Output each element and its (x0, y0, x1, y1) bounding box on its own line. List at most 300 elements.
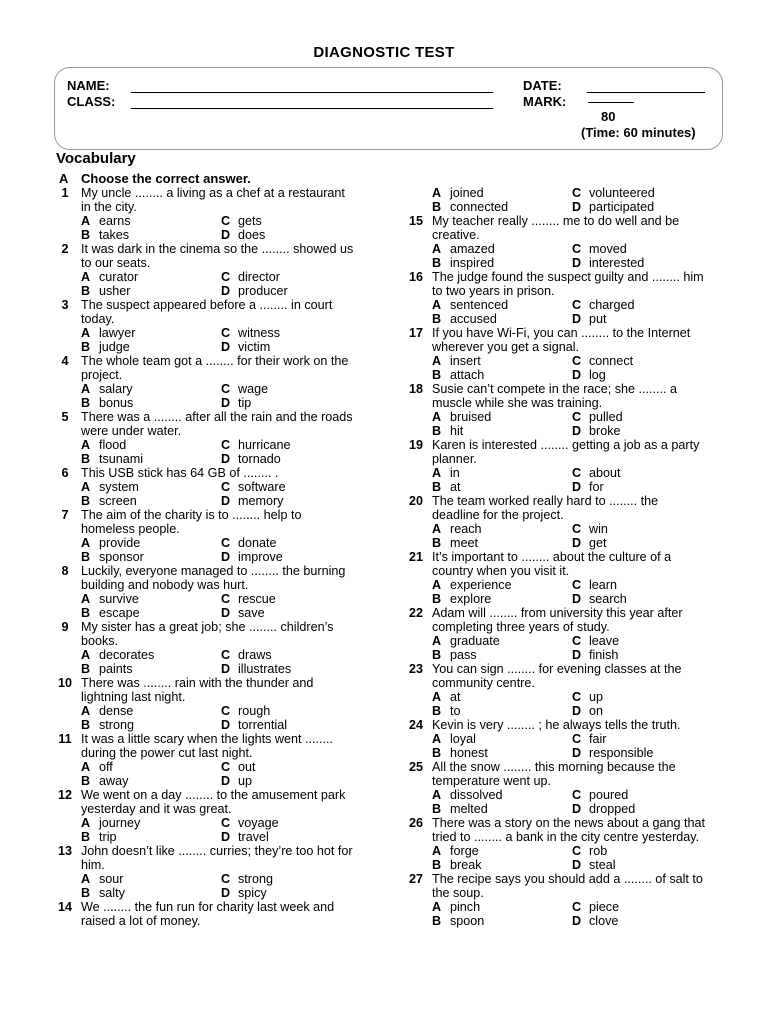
question-line: This USB stick has 64 GB of ........ . (81, 466, 279, 480)
option-text[interactable]: pulled (589, 410, 623, 424)
question-line: The suspect appeared before a ........ in court (81, 298, 333, 312)
option-text[interactable]: memory (238, 494, 284, 508)
option-text[interactable]: sentenced (450, 298, 509, 312)
option-text[interactable]: witness (238, 326, 280, 340)
question-line: project. (81, 368, 123, 382)
option-row (54, 816, 394, 830)
question (405, 494, 745, 522)
question-number: 12 (57, 788, 72, 802)
option-text[interactable]: graduate (450, 634, 500, 648)
option-row (405, 690, 745, 704)
option-text[interactable]: director (238, 270, 280, 284)
question-line: tried to ........ a bank in the city centre yesterday. (432, 830, 700, 844)
option-text[interactable]: spoon (450, 914, 485, 928)
question-number: 22 (408, 606, 423, 620)
question (405, 214, 745, 242)
question-line: We went on a day ........ to the amusement park (81, 788, 346, 802)
option-row (54, 606, 394, 620)
option-row (54, 886, 394, 900)
question (54, 466, 394, 480)
option-text[interactable]: connect (589, 354, 634, 368)
option-text[interactable]: bruised (450, 410, 492, 424)
option-row (405, 354, 745, 368)
option-text[interactable]: for (589, 480, 604, 494)
option-letter: D (572, 200, 582, 214)
question-line: Adam will ........ from university this year after (432, 606, 683, 620)
option-text[interactable]: put (589, 312, 607, 326)
option-text[interactable]: dense (99, 704, 134, 718)
question-line: The judge found the suspect guilty and ........ him (432, 270, 704, 284)
option-row (54, 438, 394, 452)
question-line: were under water. (81, 424, 182, 438)
option-text[interactable]: at (450, 480, 461, 494)
option-letter: B (81, 396, 91, 410)
question-number: 3 (61, 298, 69, 312)
option-text[interactable]: decorates (99, 648, 155, 662)
question-line: You can sign ........ for evening classes at the (432, 662, 682, 676)
option-letter: D (221, 550, 231, 564)
option-text[interactable]: fair (589, 732, 607, 746)
option-text[interactable]: rough (238, 704, 271, 718)
option-text[interactable]: dropped (589, 802, 636, 816)
question-line: during the power cut last night. (81, 746, 253, 760)
option-text[interactable]: up (589, 690, 604, 704)
question-line: Susie can’t compete in the race; she ........ a (432, 382, 678, 396)
question-line: the soup. (432, 886, 484, 900)
option-letter: C (572, 522, 582, 536)
option-letter: A (432, 242, 442, 256)
question-number: 27 (408, 872, 423, 886)
option-text[interactable]: broke (589, 424, 621, 438)
option-text[interactable]: tsunami (99, 452, 144, 466)
option-letter: B (432, 592, 442, 606)
question-line: him. (81, 858, 105, 872)
option-text[interactable]: tip (238, 396, 252, 410)
option-text[interactable]: log (589, 368, 606, 382)
option-text[interactable]: strong (238, 872, 274, 886)
option-text[interactable]: escape (99, 606, 140, 620)
option-letter: C (572, 900, 582, 914)
option-letter: B (432, 802, 442, 816)
question-line: It was dark in the cinema so the ........ showed us (81, 242, 354, 256)
option-letter: A (432, 788, 442, 802)
option-text[interactable]: curator (99, 270, 139, 284)
option-row (54, 550, 394, 564)
question-line: My sister has a great job; she ........ children’s (81, 620, 334, 634)
question (54, 900, 394, 928)
option-letter: A (81, 760, 91, 774)
question-number: 18 (408, 382, 423, 396)
option-text[interactable]: sour (99, 872, 124, 886)
question-line: planner. (432, 452, 477, 466)
option-letter: D (221, 718, 231, 732)
option-text[interactable]: provide (99, 536, 141, 550)
option-text[interactable]: wage (238, 382, 269, 396)
option-text[interactable]: get (589, 536, 607, 550)
option-text[interactable]: journey (99, 816, 141, 830)
option-letter: B (81, 886, 91, 900)
question-line: to two years in prison. (432, 284, 555, 298)
option-text[interactable]: gets (238, 214, 262, 228)
option-text[interactable]: volunteered (589, 186, 655, 200)
option-letter: C (221, 480, 231, 494)
date-field-line[interactable] (587, 92, 705, 93)
question (405, 662, 745, 690)
question-line: in the city. (81, 200, 137, 214)
question-text (432, 270, 745, 298)
option-letter: B (81, 662, 91, 676)
option-text[interactable]: joined (450, 186, 484, 200)
class-field-line[interactable] (131, 108, 493, 109)
question-line: community centre. (432, 676, 535, 690)
option-letter: D (221, 886, 231, 900)
question (54, 298, 394, 326)
option-text[interactable]: save (238, 606, 265, 620)
option-text[interactable]: does (238, 228, 266, 242)
question-line: Karen is interested ........ getting a job as a party (432, 438, 700, 452)
option-row (54, 830, 394, 844)
question-line: today. (81, 312, 115, 326)
option-row (54, 326, 394, 340)
option-text[interactable]: earns (99, 214, 131, 228)
option-row (54, 872, 394, 886)
option-text[interactable]: moved (589, 242, 627, 256)
option-text[interactable]: meet (450, 536, 478, 550)
question-text (81, 900, 394, 928)
option-letter: C (221, 704, 231, 718)
date-label: DATE: (523, 78, 562, 93)
option-letter: A (432, 186, 442, 200)
option-row (54, 774, 394, 788)
option-text[interactable]: salary (99, 382, 133, 396)
question-number: 2 (61, 242, 69, 256)
option-row (405, 578, 745, 592)
question-line: completing three years of study. (432, 620, 610, 634)
option-letter: B (81, 550, 91, 564)
option-text[interactable]: interested (589, 256, 645, 270)
option-letter: A (81, 382, 91, 396)
question-line: Kevin is very ........ ; he always tells the truth. (432, 718, 681, 732)
question-number: 4 (61, 354, 69, 368)
question-text (81, 298, 394, 326)
right-question-column (405, 186, 745, 928)
option-text[interactable]: usher (99, 284, 131, 298)
question-line: creative. (432, 228, 480, 242)
option-letter: A (432, 298, 442, 312)
option-letter: A (81, 480, 91, 494)
option-text[interactable]: reach (450, 522, 482, 536)
option-text[interactable]: trip (99, 830, 117, 844)
option-row (54, 536, 394, 550)
question-line: All the snow ........ this morning because the (432, 760, 676, 774)
option-text[interactable]: hit (450, 424, 464, 438)
option-letter: D (572, 480, 582, 494)
option-text[interactable]: learn (589, 578, 618, 592)
option-letter: C (221, 382, 231, 396)
option-text[interactable]: charged (589, 298, 635, 312)
option-letter: C (572, 788, 582, 802)
option-row (405, 536, 745, 550)
question-line: The whole team got a ........ for their work on the (81, 354, 349, 368)
option-text[interactable]: takes (99, 228, 130, 242)
question-text (432, 816, 745, 844)
option-text[interactable]: win (589, 522, 608, 536)
question-text (81, 186, 394, 214)
question-text (81, 676, 394, 704)
option-letter: A (432, 900, 442, 914)
option-text[interactable]: draws (238, 648, 272, 662)
question (54, 788, 394, 816)
option-row (405, 648, 745, 662)
question (54, 354, 394, 382)
option-letter: D (221, 662, 231, 676)
option-letter: D (221, 830, 231, 844)
option-text[interactable]: break (450, 858, 482, 872)
option-letter: D (572, 704, 582, 718)
question-number: 16 (408, 270, 423, 284)
option-text[interactable]: steal (589, 858, 616, 872)
question (405, 326, 745, 354)
question-line: homeless people. (81, 522, 180, 536)
option-text[interactable]: producer (238, 284, 288, 298)
option-text[interactable]: bonus (99, 396, 134, 410)
option-text[interactable]: amazed (450, 242, 495, 256)
option-text[interactable]: flood (99, 438, 127, 452)
option-row (405, 900, 745, 914)
option-text[interactable]: accused (450, 312, 497, 326)
task-letter: A (59, 171, 69, 186)
option-text[interactable]: leave (589, 634, 620, 648)
option-text[interactable]: pinch (450, 900, 481, 914)
option-text[interactable]: finish (589, 648, 619, 662)
section-heading: Vocabulary (56, 150, 136, 167)
option-text[interactable]: salty (99, 886, 125, 900)
option-letter: A (81, 438, 91, 452)
question-line: yesterday and it was great. (81, 802, 232, 816)
question (405, 816, 745, 844)
option-text[interactable]: up (238, 774, 253, 788)
question-text (81, 354, 394, 382)
option-text[interactable]: about (589, 466, 621, 480)
option-text[interactable]: illustrates (238, 662, 292, 676)
option-row (405, 858, 745, 872)
option-text[interactable]: forge (450, 844, 479, 858)
question-text (81, 242, 394, 270)
option-text[interactable]: judge (99, 340, 130, 354)
option-letter: C (572, 354, 582, 368)
question (54, 676, 394, 704)
question-number: 24 (408, 718, 423, 732)
question-number: 21 (408, 550, 423, 564)
option-letter: A (432, 522, 442, 536)
option-text[interactable]: insert (450, 354, 481, 368)
option-letter: C (221, 872, 231, 886)
option-letter: D (221, 494, 231, 508)
option-text[interactable]: poured (589, 788, 629, 802)
option-letter: A (81, 536, 91, 550)
time-note: (Time: 60 minutes) (581, 125, 696, 140)
option-row (54, 270, 394, 284)
question-number: 13 (57, 844, 72, 858)
question-number: 5 (61, 410, 69, 424)
option-letter: B (432, 312, 442, 326)
name-field-line[interactable] (131, 92, 493, 93)
question (405, 760, 745, 788)
question-text (432, 438, 745, 466)
option-text[interactable]: inspired (450, 256, 495, 270)
option-letter: A (81, 872, 91, 886)
option-text[interactable]: travel (238, 830, 269, 844)
option-row (405, 368, 745, 382)
option-text[interactable]: responsible (589, 746, 654, 760)
option-row (405, 704, 745, 718)
option-letter: A (432, 578, 442, 592)
question-line: building and nobody was hurt. (81, 578, 249, 592)
option-letter: D (221, 228, 231, 242)
option-text[interactable]: sponsor (99, 550, 144, 564)
option-text[interactable]: connected (450, 200, 509, 214)
question-line: wherever you get a signal. (432, 340, 580, 354)
option-text[interactable]: system (99, 480, 139, 494)
option-text[interactable]: survive (99, 592, 139, 606)
option-letter: D (572, 312, 582, 326)
question-line: The aim of the charity is to ........ help to (81, 508, 302, 522)
option-letter: D (572, 858, 582, 872)
option-text[interactable]: in (450, 466, 460, 480)
question (405, 382, 745, 410)
question-line: There was ........ rain with the thunder and (81, 676, 314, 690)
option-letter: B (432, 746, 442, 760)
option-text[interactable]: at (450, 690, 461, 704)
option-row (405, 732, 745, 746)
option-text[interactable]: search (589, 592, 627, 606)
option-letter: A (81, 648, 91, 662)
option-letter: C (221, 760, 231, 774)
question-number: 19 (408, 438, 423, 452)
option-row (405, 802, 745, 816)
question-text (81, 732, 394, 760)
option-letter: A (81, 704, 91, 718)
task-text: Choose the correct answer. (81, 171, 251, 186)
option-row (405, 634, 745, 648)
option-letter: C (221, 592, 231, 606)
option-row (405, 312, 745, 326)
option-letter: C (572, 242, 582, 256)
question-line: The team worked really hard to ........ the (432, 494, 659, 508)
option-text[interactable]: tornado (238, 452, 281, 466)
question-text (81, 466, 394, 480)
option-letter: D (221, 452, 231, 466)
question-text (81, 844, 394, 872)
option-text[interactable]: off (99, 760, 113, 774)
option-letter: C (572, 298, 582, 312)
option-letter: C (572, 690, 582, 704)
option-text[interactable]: piece (589, 900, 620, 914)
mark-total: 80 (601, 109, 616, 124)
option-text[interactable]: hurricane (238, 438, 291, 452)
option-text[interactable]: attach (450, 368, 485, 382)
option-letter: B (432, 858, 442, 872)
option-letter: D (572, 424, 582, 438)
option-text[interactable]: dissolved (450, 788, 503, 802)
option-text[interactable]: on (589, 704, 604, 718)
option-row (405, 186, 745, 200)
option-text[interactable]: donate (238, 536, 277, 550)
question-number: 23 (408, 662, 423, 676)
option-letter: D (572, 592, 582, 606)
question-number: 7 (61, 508, 69, 522)
option-text[interactable]: software (238, 480, 286, 494)
option-row (405, 480, 745, 494)
question-text (432, 494, 745, 522)
option-text[interactable]: experience (450, 578, 512, 592)
option-text[interactable]: rescue (238, 592, 276, 606)
option-text[interactable]: rob (589, 844, 608, 858)
option-letter: B (432, 200, 442, 214)
option-text[interactable]: torrential (238, 718, 287, 732)
option-text[interactable]: loyal (450, 732, 476, 746)
option-letter: C (221, 326, 231, 340)
question-line: If you have Wi-Fi, you can ........ to the Internet (432, 326, 691, 340)
option-letter: B (432, 424, 442, 438)
option-letter: B (432, 536, 442, 550)
option-letter: B (432, 368, 442, 382)
option-letter: A (432, 690, 442, 704)
option-text[interactable]: strong (99, 718, 135, 732)
option-text[interactable]: away (99, 774, 129, 788)
option-text[interactable]: explore (450, 592, 492, 606)
option-letter: A (432, 732, 442, 746)
mark-label: MARK: (523, 94, 567, 109)
option-text[interactable]: lawyer (99, 326, 136, 340)
option-text[interactable]: screen (99, 494, 137, 508)
question-text (432, 550, 745, 578)
option-letter: B (81, 228, 91, 242)
option-text[interactable]: clove (589, 914, 619, 928)
option-text[interactable]: out (238, 760, 256, 774)
option-row (54, 704, 394, 718)
option-letter: D (572, 746, 582, 760)
option-text[interactable]: victim (238, 340, 271, 354)
question-text (81, 564, 394, 592)
question-text (432, 214, 745, 242)
option-text[interactable]: participated (589, 200, 655, 214)
question (405, 270, 745, 298)
option-text[interactable]: improve (238, 550, 283, 564)
option-row (54, 284, 394, 298)
question-text (81, 788, 394, 816)
page-title: DIAGNOSTIC TEST (313, 44, 455, 61)
option-text[interactable]: honest (450, 746, 488, 760)
question-number: 9 (61, 620, 69, 634)
option-text[interactable]: spicy (238, 886, 267, 900)
option-text[interactable]: pass (450, 648, 477, 662)
option-text[interactable]: voyage (238, 816, 279, 830)
option-text[interactable]: melted (450, 802, 488, 816)
option-text[interactable]: to (450, 704, 461, 718)
option-letter: D (572, 914, 582, 928)
question-line: There was a story on the news about a gang that (432, 816, 706, 830)
option-row (54, 760, 394, 774)
option-letter: B (81, 830, 91, 844)
option-letter: C (221, 214, 231, 228)
option-letter: A (432, 634, 442, 648)
mark-field-line[interactable] (588, 102, 634, 103)
option-row (405, 914, 745, 928)
option-letter: B (81, 284, 91, 298)
option-text[interactable]: paints (99, 662, 133, 676)
question-line: lightning last night. (81, 690, 186, 704)
